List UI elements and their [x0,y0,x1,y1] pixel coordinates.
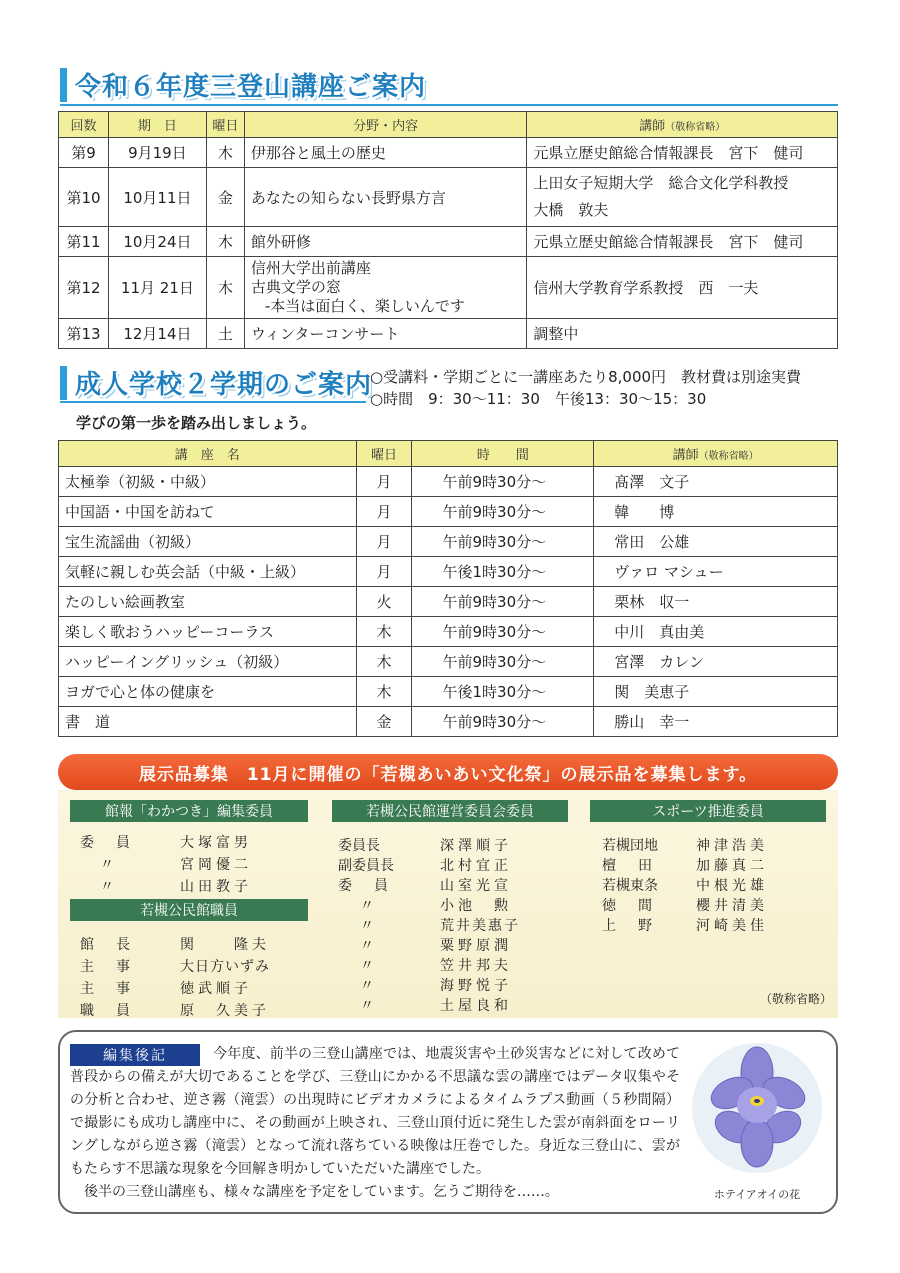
row-date: 11月 21日 [108,257,206,319]
heading-underline [60,104,838,106]
course-time: 午前9時30分～ [412,617,594,647]
course-name: たのしい絵画教室 [59,587,357,617]
course-name: 気軽に親しむ英会話（中級・上級） [59,557,357,587]
course-name: 太極拳（初級・中級） [59,467,357,497]
row-number: 第13 [59,319,109,349]
row-lecturer: 元県立歴史館総合情報課長 宮下 健司 [527,138,838,168]
lecture-section-heading [60,66,426,103]
row-topic: ウィンターコンサート [244,319,527,349]
operation-committee-heading: 若槻公民館運営委員会委員 [332,800,568,822]
table-row [59,168,838,227]
photo-caption: ホテイアオイの花 [713,1188,801,1201]
member-text: 荒井美惠子 [440,918,520,934]
member-text: 神津浩美 [696,838,768,854]
member-text: 小池 勲 [440,898,512,914]
flower-illustration [692,1043,822,1173]
member-text: 大日方いずみ [180,959,270,975]
topic-line: 古典文学の窓 [250,278,341,296]
course-day: 木 [356,677,412,707]
row-day: 木 [206,227,244,257]
adult-section-title: 成人学校２学期のご案内 [75,370,373,400]
row-lecturer [527,168,838,227]
course-day: 金 [356,707,412,737]
row-day: 金 [206,168,244,227]
row-number: 第10 [59,168,109,227]
table-row [59,707,838,737]
header-time: 時 間 [412,441,594,467]
member-text: 館 長 [80,937,134,953]
member-text: 関 隆夫 [180,937,270,953]
member-text: 委員長 [338,838,380,854]
course-name: 書 道 [59,707,357,737]
header-day: 曜日 [356,441,412,467]
course-teacher: ヴァロ マシュー [594,557,838,587]
member-text: 委 員 [338,878,392,894]
course-day: 月 [356,527,412,557]
row-lecturer: 信州大学教育学系教授 西 一夫 [527,257,838,319]
member-text: 櫻井清美 [696,898,768,914]
adult-table-header [59,441,838,467]
lecture-table [58,111,838,349]
member-text: 北村宜正 [440,858,512,874]
member-text: 〃 [100,879,118,895]
header-date: 期 日 [108,112,206,138]
member-text: 副委員長 [338,858,394,874]
table-row [59,677,838,707]
member-text: 原 久美子 [180,1003,270,1019]
honorific-note: （敬称省略） [760,992,833,1006]
course-teacher: 常田 公雄 [594,527,838,557]
member-text: 〃 [100,857,118,873]
adult-course-table [58,440,838,737]
editor-note-paragraph: 後半の三登山講座も、様々な講座を予定をしています。乞うご期待を……。 [84,1184,559,1200]
member-text: 〃 [360,938,378,954]
lecture-section-title: 令和６年度三登山講座ご案内 [75,72,427,102]
member-text: 徳 間 [602,898,656,914]
course-time: 午前9時30分～ [412,497,594,527]
course-name: 楽しく歌おうハッピーコーラス [59,617,357,647]
fee-info: ○受講料・学期ごとに一講座あたり8,000円 教材費は別途実費 [370,368,802,386]
course-name: 宝生流謡曲（初級） [59,527,357,557]
editor-note-label: 編集後記 [70,1044,200,1066]
member-text: 若槻団地 [602,838,658,854]
member-text: 檀 田 [602,858,656,874]
table-row [59,557,838,587]
table-row [59,467,838,497]
lecturer-line: 大橋 敦夫 [533,201,609,219]
member-text: 海野悦子 [440,978,512,994]
course-time: 午前9時30分～ [412,467,594,497]
member-text: 笠井邦夫 [440,958,512,974]
row-lecturer: 調整中 [527,319,838,349]
member-text: 粟野原潤 [440,938,512,954]
course-teacher: 中川 真由美 [594,617,838,647]
row-day: 土 [206,319,244,349]
water-hyacinth-photo [692,1043,822,1173]
lecturer-line: 上田女子短期大学 総合文化学科教授 [533,174,789,192]
course-day: 月 [356,557,412,587]
table-row [59,497,838,527]
course-day: 木 [356,647,412,677]
table-row [59,647,838,677]
header-lecturer: 講師（敬称省略） [527,112,838,138]
member-text: 職 員 [80,1003,134,1019]
course-name: ヨガで心と体の健康を [59,677,357,707]
adult-intro: 学びの第一歩を踏み出しましょう。 [76,414,317,432]
member-text: 土屋良和 [440,998,512,1014]
row-date: 12月14日 [108,319,206,349]
course-time: 午前9時30分～ [412,587,594,617]
heading-accent-bar [60,68,67,102]
topic-line: -本当は面白く、楽しいんです [264,297,465,315]
table-row [59,617,838,647]
row-number: 第9 [59,138,109,168]
course-day: 月 [356,467,412,497]
row-day: 木 [206,138,244,168]
member-text: 〃 [360,898,378,914]
course-teacher: 宮澤 カレン [594,647,838,677]
member-text: 中根光雄 [696,878,768,894]
header-course: 講 座 名 [59,441,357,467]
heading-underline [60,401,366,403]
row-day: 木 [206,257,244,319]
course-name: 中国語・中国を訪ねて [59,497,357,527]
header-teacher: 講師（敬称省略） [594,441,838,467]
header-day: 曜日 [206,112,244,138]
sports-committee-heading: スポーツ推進委員 [590,800,826,822]
member-text: 加藤真二 [696,858,768,874]
row-lecturer: 元県立歴史館総合情報課長 宮下 健司 [527,227,838,257]
member-text: 深澤順子 [440,838,512,854]
row-topic: あなたの知らない長野県方言 [244,168,527,227]
course-day: 月 [356,497,412,527]
heading-accent-bar [60,366,67,400]
table-row [59,227,838,257]
course-time: 午前9時30分～ [412,647,594,677]
editor-note-text [70,1043,680,1204]
member-text: 若槻東条 [602,878,658,894]
lecture-table-header [59,112,838,138]
topic-line: 信州大学出前講座 [250,259,371,277]
course-teacher: 髙澤 文子 [594,467,838,497]
header-topic: 分野・内容 [244,112,527,138]
header-number: 回数 [59,112,109,138]
editorial-committee-heading: 館報「わかつき」編集委員 [70,800,308,822]
course-day: 火 [356,587,412,617]
row-topic: 館外研修 [244,227,527,257]
course-time: 午前9時30分～ [412,527,594,557]
table-row [59,257,838,319]
table-row [59,527,838,557]
course-teacher: 栗林 収一 [594,587,838,617]
member-text: 委 員 [80,835,134,851]
member-text: 〃 [360,998,378,1014]
course-day: 木 [356,617,412,647]
staff-heading: 若槻公民館職員 [70,899,308,921]
course-time: 午前9時30分～ [412,707,594,737]
member-text: 〃 [360,978,378,994]
member-text: 主 事 [80,959,134,975]
row-date: 9月19日 [108,138,206,168]
course-teacher: 勝山 幸一 [594,707,838,737]
member-text: 大塚富男 [180,835,252,851]
adult-section-heading [60,364,372,401]
table-row [59,587,838,617]
time-info: ○時間 9：30～11：30 午後13：30～15：30 [370,390,707,408]
course-time: 午後1時30分～ [412,677,594,707]
row-number: 第12 [59,257,109,319]
member-text: 山田教子 [180,879,252,895]
member-text: 徳武順子 [180,981,252,997]
row-date: 10月11日 [108,168,206,227]
table-row [59,138,838,168]
row-topic: 伊那谷と風土の歴史 [244,138,527,168]
member-text: 〃 [360,958,378,974]
table-row [59,319,838,349]
member-text: 主 事 [80,981,134,997]
member-text: 河崎美佳 [696,918,768,934]
course-teacher: 関 美恵子 [594,677,838,707]
exhibit-banner: 展示品募集 11月に開催の「若槻あいあい文化祭」の展示品を募集します。 [58,754,838,790]
row-topic [244,257,527,319]
member-text: 上 野 [602,918,656,934]
course-teacher: 韓 博 [594,497,838,527]
row-number: 第11 [59,227,109,257]
course-name: ハッピーイングリッシュ（初級） [59,647,357,677]
member-text: 山室光宣 [440,878,512,894]
member-text: 宮岡優二 [180,857,252,873]
row-date: 10月24日 [108,227,206,257]
course-time: 午後1時30分～ [412,557,594,587]
member-text: 〃 [360,918,378,934]
editor-note-paragraph: 今年度、前半の三登山講座では、地震災害や土砂災害などに対して改めて普段からの備えが大切であることを学び、三登山にかかる不思議な雲の講座ではデータ収集やその分析と合わせ、逆さ霧（滝雲）の出現時にビデオカメラによるタイムラプス動画（５秒間隔）で撮影にも成功し講座中に、その動画が上映され、三登山頂付近に発生した雲が南斜面をローリングしながら逆さ霧（滝雲）となって流れ落ちている映像は圧巻でした。身近な三登山に、雲がもたらす不思議な現象を今回解き明かしていただいた講座でした。 [70,1046,680,1177]
